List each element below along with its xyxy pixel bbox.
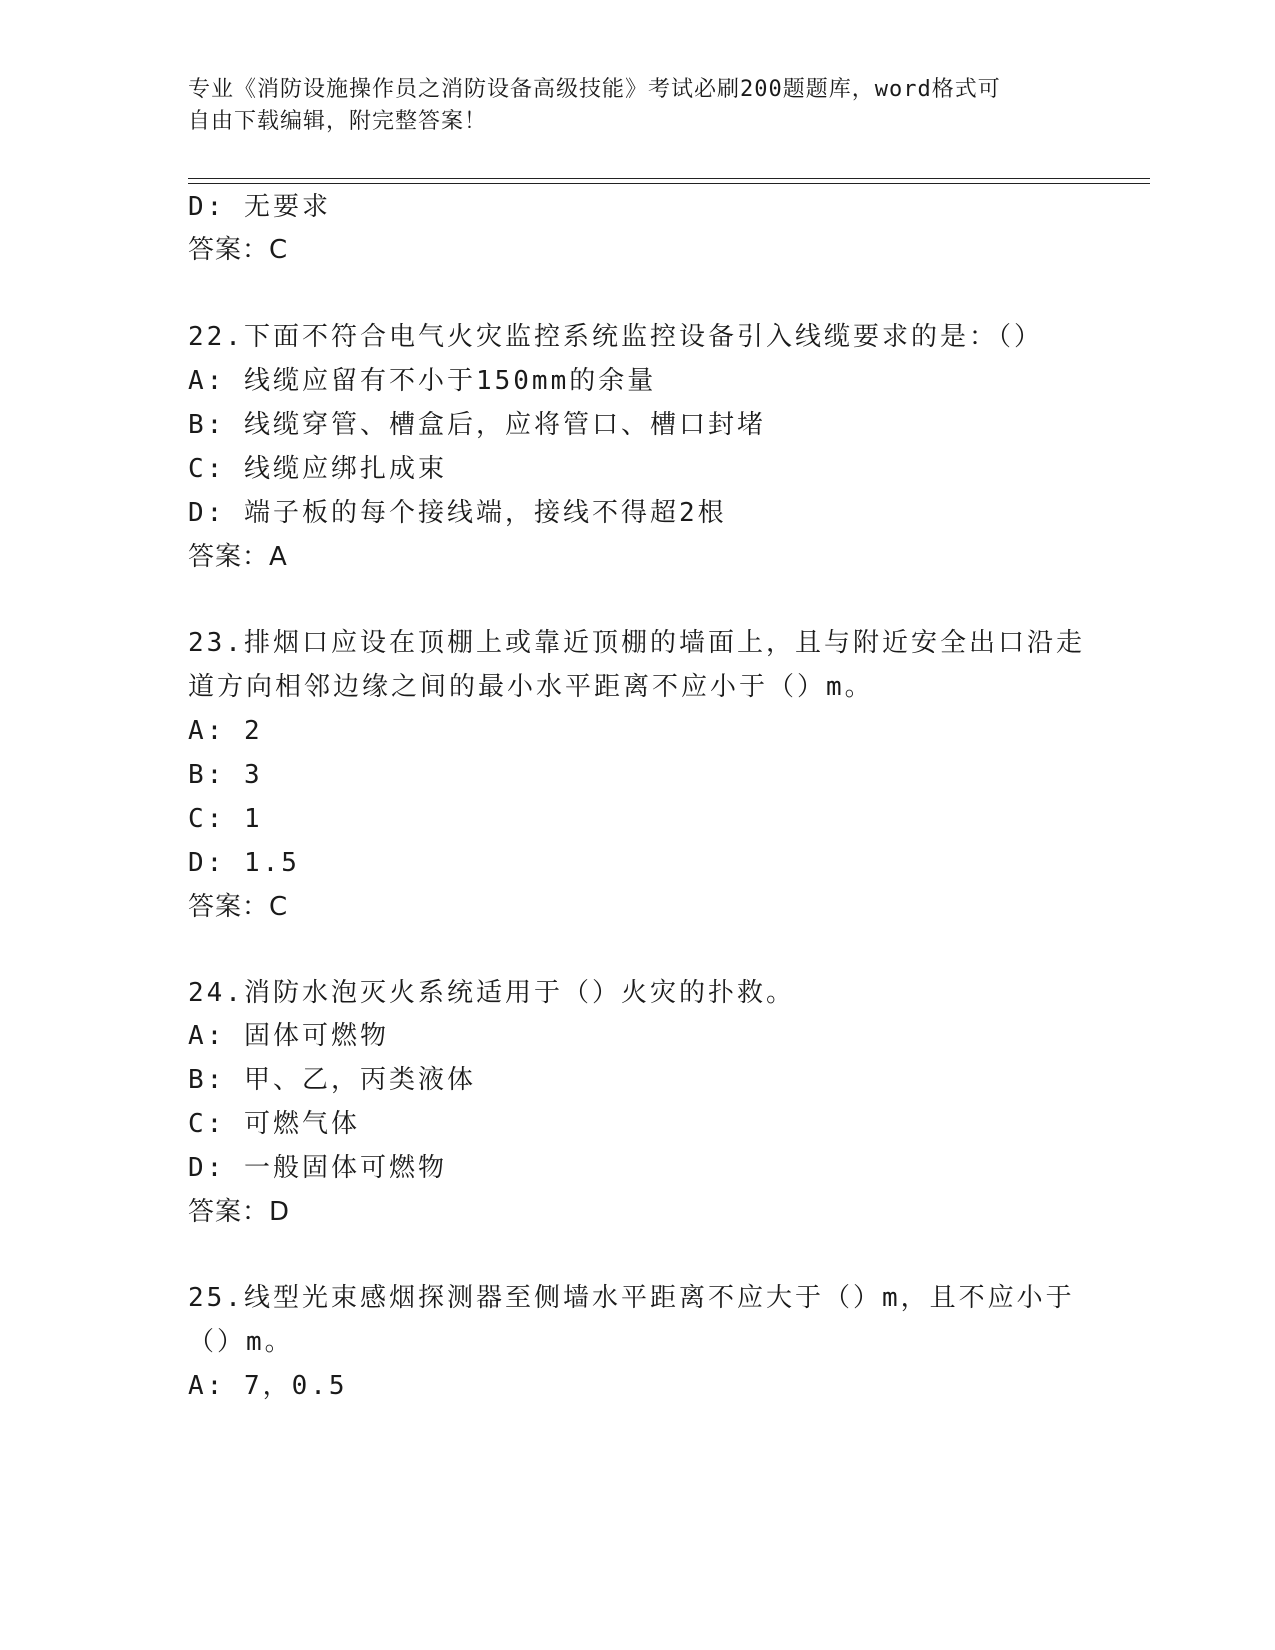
q22-option-c: C: 线缆应绑扎成束: [188, 454, 447, 484]
q23-stem-line-1: 23.排烟口应设在顶棚上或靠近顶棚的墙面上，且与附近安全出口沿走: [188, 628, 1085, 658]
prev-answer: 答案：C: [188, 235, 289, 265]
q22-stem: 22.下面不符合电气火灾监控系统监控设备引入线缆要求的是：（）: [188, 322, 1043, 352]
q25-option-a: A: 7，0.5: [188, 1371, 348, 1401]
q24-option-d: D: 一般固体可燃物: [188, 1153, 447, 1183]
q22-answer: 答案：A: [188, 542, 288, 572]
q23-option-d: D: 1.5: [188, 848, 300, 878]
header-line-1: 专业《消防设施操作员之消防设备高级技能》考试必刷200题题库，word格式可: [188, 77, 1001, 102]
q24-option-b: B: 甲、乙，丙类液体: [188, 1065, 476, 1095]
q23-option-b: B: 3: [188, 760, 263, 790]
header-line-2: 自由下载编辑，附完整答案！: [188, 109, 488, 134]
header-divider-top: [188, 178, 1150, 179]
q23-answer: 答案：C: [188, 892, 289, 922]
q22-option-a: A: 线缆应留有不小于150mm的余量: [188, 366, 657, 396]
q25-stem-line-1: 25.线型光束感烟探测器至侧墙水平距离不应大于（）m，且不应小于: [188, 1283, 1075, 1313]
q24-option-c: C: 可燃气体: [188, 1109, 360, 1139]
header-divider-bottom: [188, 183, 1150, 184]
q23-stem-line-2: 道方向相邻边缘之间的最小水平距离不应小于（）m。: [188, 672, 874, 702]
q24-option-a: A: 固体可燃物: [188, 1021, 389, 1051]
page-header: [188, 74, 1068, 138]
q23-option-a: A: 2: [188, 716, 263, 746]
q23-option-c: C: 1: [188, 804, 263, 834]
prev-option-d: D: 无要求: [188, 192, 331, 222]
q24-answer: 答案：D: [188, 1197, 291, 1227]
q24-stem: 24.消防水泡灭火系统适用于（）火灾的扑救。: [188, 978, 795, 1008]
q22-option-b: B: 线缆穿管、槽盒后，应将管口、槽口封堵: [188, 410, 766, 440]
q22-option-d: D: 端子板的每个接线端，接线不得超2根: [188, 498, 727, 528]
q25-stem-line-2: （）m。: [188, 1327, 294, 1357]
